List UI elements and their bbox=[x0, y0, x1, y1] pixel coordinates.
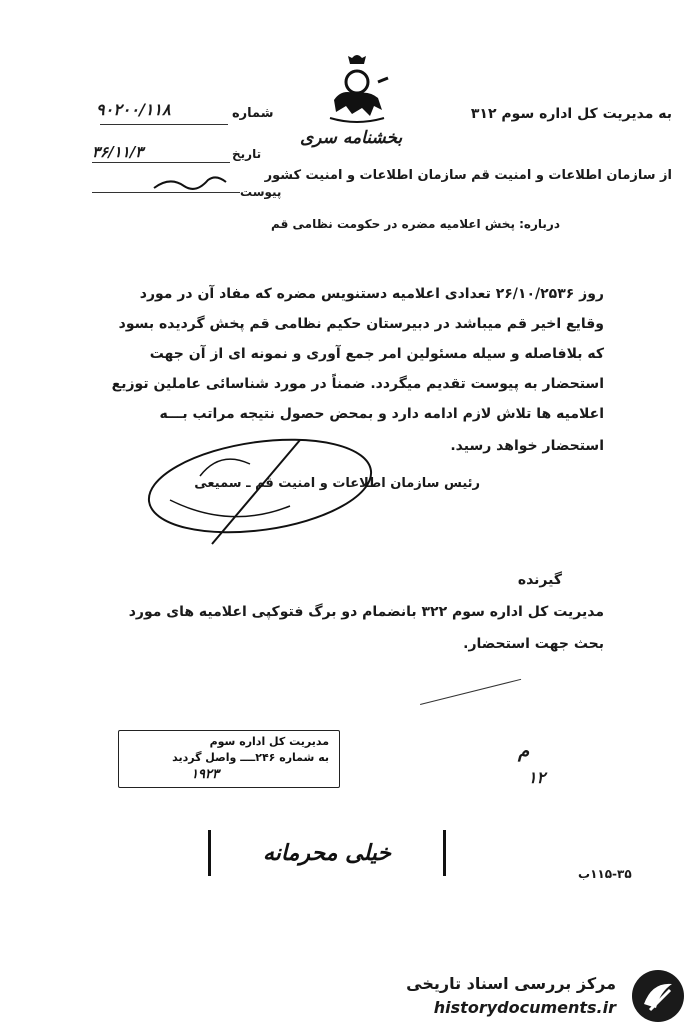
stamp-number: ۱۹۲۳ bbox=[191, 767, 219, 782]
stamp-line: مدیریت کل اداره سوم bbox=[209, 735, 329, 748]
document-code: ۱۱۵-۳۵ب bbox=[578, 867, 632, 881]
body-line: استحضار به پیوست تقدیم میگردد. ضمناً در مورد شناسائی عاملین توزیع bbox=[111, 376, 604, 392]
recipient-line: به مدیریت کل اداره سوم ۳۱۲ bbox=[470, 106, 672, 122]
number-value: ۹۰۲۰۰/۱۱۸ bbox=[96, 100, 171, 119]
body-line: که بلافاصله و سیله مسئولین امر جمع آوری و نمونه ای از آن جهت bbox=[149, 346, 604, 362]
signature-line: رئیس سازمان اطلاعات و امنیت قم ـ سمیعی bbox=[194, 476, 480, 491]
body-line: روز ۲۶/۱۰/۲۵۳۶ تعدادی اعلامیه دستنویس مضره که مفاد آن در مورد bbox=[139, 286, 604, 302]
body-line: وقایع اخیر قم میباشد در دبیرستان حکیم نظامی قم پخش گردیده بسود bbox=[118, 316, 604, 332]
footer-website: historydocuments.ir bbox=[433, 998, 616, 1017]
number-underline bbox=[100, 124, 228, 125]
margin-note-mark: م bbox=[518, 741, 530, 762]
subject-line: درباره: پخش اعلامیه مضره در حکومت نظامی قم bbox=[271, 217, 560, 231]
date-value: ۳۶/۱۱/۳ bbox=[92, 143, 144, 161]
attachment-scribble-icon bbox=[150, 172, 230, 194]
recipients-line: بحث جهت استحضار. bbox=[463, 636, 604, 652]
date-underline bbox=[92, 162, 230, 163]
classification-handwritten: بخشنامه سری bbox=[300, 128, 403, 148]
body-line: اعلامیه ها تلاش لازم ادامه دارد و بمحض حصول نتیجه مراتب بـــه bbox=[159, 406, 604, 422]
recipients-line: مدیریت کل اداره سوم ۳۲۲ بانضمام دو برگ فتوکپی اعلامیه های مورد bbox=[128, 604, 604, 620]
lion-and-sun-emblem-icon bbox=[322, 52, 392, 124]
date-label: تاریخ bbox=[232, 147, 262, 161]
stamp-line: به شماره ۲۴۶ــــ واصل گردید bbox=[172, 751, 329, 764]
archive-logo-icon bbox=[630, 968, 686, 1024]
classification-stamp bbox=[208, 830, 446, 876]
recipients-title: گیرنده bbox=[517, 572, 562, 588]
received-stamp bbox=[118, 730, 340, 788]
number-label: شماره bbox=[232, 106, 274, 121]
footer-org-name: مرکز بررسی اسناد تاریخی bbox=[406, 974, 616, 993]
attachment-underline bbox=[92, 192, 240, 193]
body-line: استحضار خواهد رسید. bbox=[450, 438, 604, 454]
classification-stamp-text: خیلی محرمانه bbox=[262, 840, 392, 866]
attachment-label: پیوست bbox=[240, 185, 282, 199]
margin-note-number: ۱۲ bbox=[528, 768, 546, 787]
sender-line: از سازمان اطلاعات و امنیت قم سازمان اطلاعات و امنیت کشور bbox=[264, 168, 672, 183]
signature-scribble-icon bbox=[140, 420, 400, 560]
diagonal-stroke bbox=[420, 679, 521, 705]
